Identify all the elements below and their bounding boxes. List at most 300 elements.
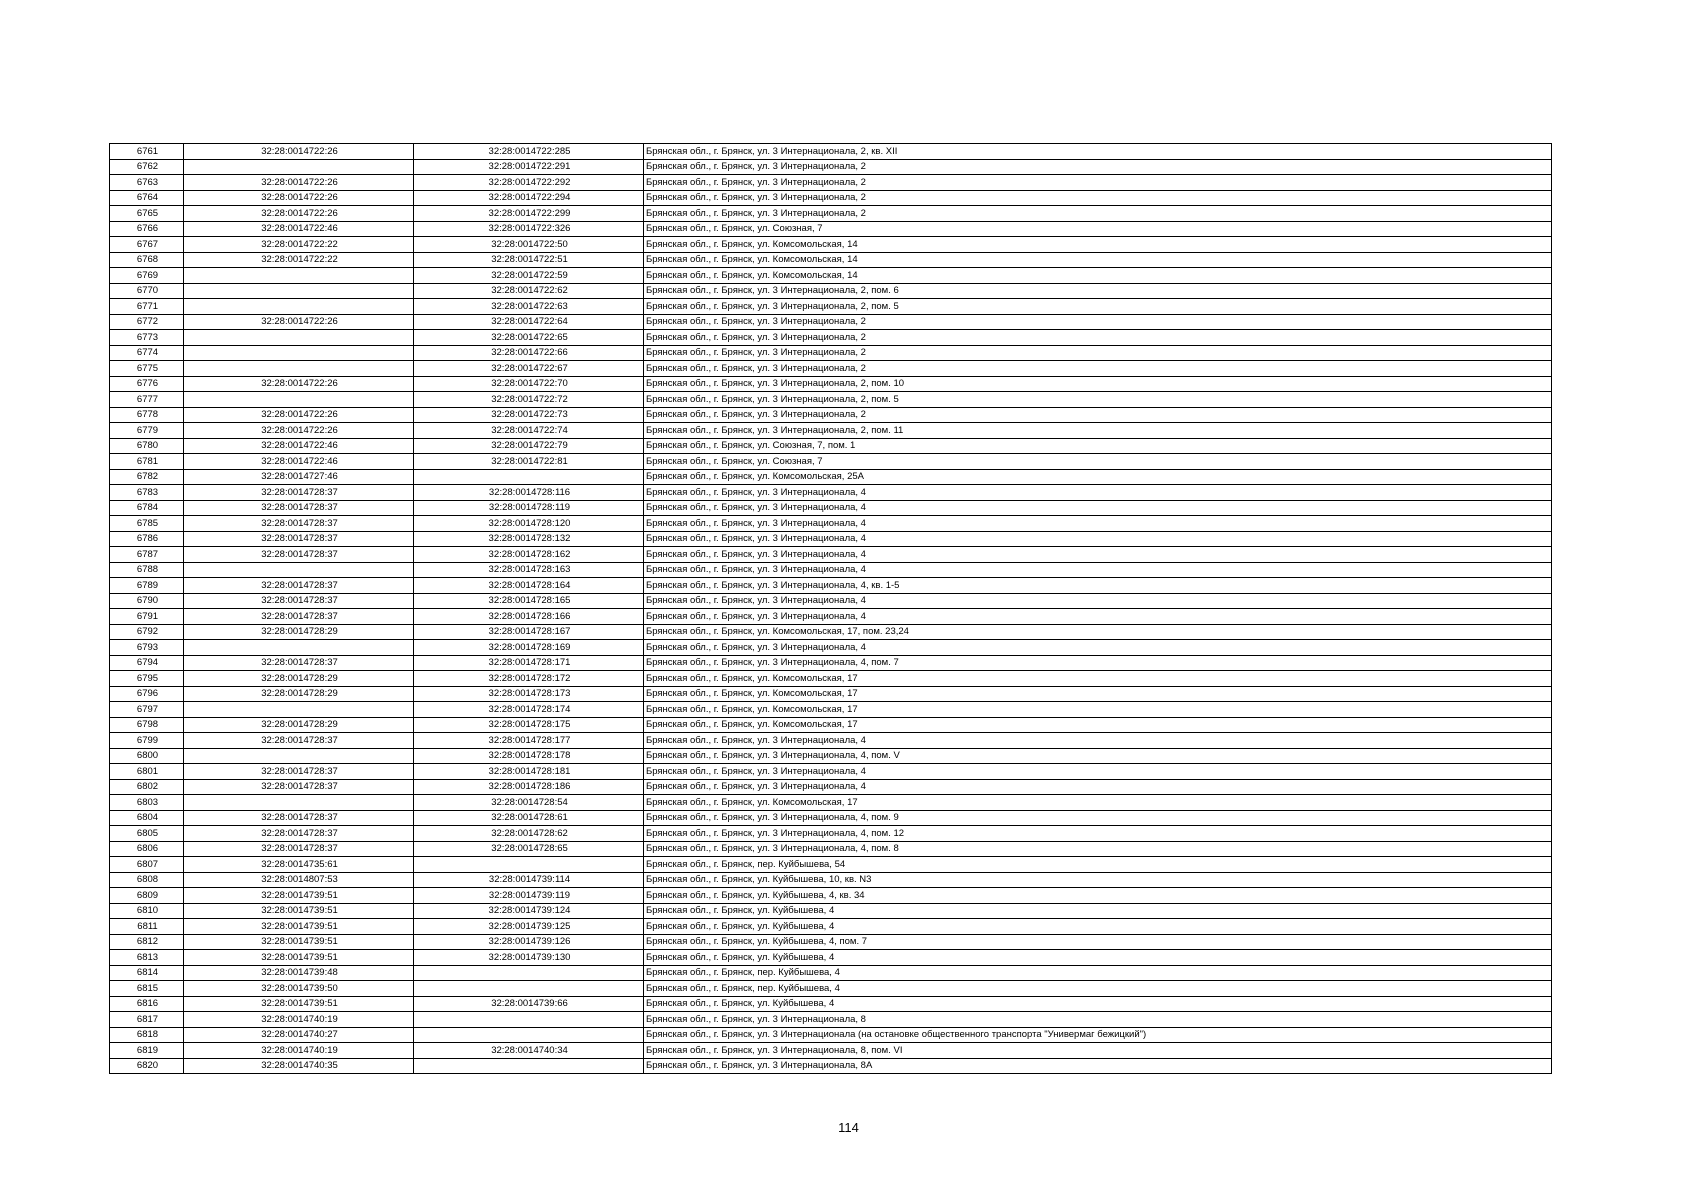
address-cell: Брянская обл., г. Брянск, ул. Куйбышева, 4 [644,919,1552,935]
object-cadastral-number-cell: 32:28:0014722:63 [414,299,644,315]
object-cadastral-number-cell: 32:28:0014740:34 [414,1043,644,1059]
row-number-cell: 6817 [110,1012,184,1028]
row-number-cell: 6786 [110,531,184,547]
row-number-cell: 6820 [110,1058,184,1074]
object-cadastral-number-cell: 32:28:0014722:79 [414,438,644,454]
row-number-cell: 6819 [110,1043,184,1059]
object-cadastral-number-cell: 32:28:0014722:59 [414,268,644,284]
address-cell: Брянская обл., г. Брянск, ул. 3 Интернационала, 4 [644,547,1552,563]
land-cadastral-number-cell: 32:28:0014739:48 [184,965,414,981]
row-number-cell: 6791 [110,609,184,625]
land-cadastral-number-cell: 32:28:0014722:26 [184,190,414,206]
land-cadastral-number-cell: 32:28:0014728:29 [184,717,414,733]
row-number-cell: 6774 [110,345,184,361]
land-cadastral-number-cell: 32:28:0014728:37 [184,547,414,563]
land-cadastral-number-cell: 32:28:0014728:29 [184,671,414,687]
object-cadastral-number-cell [414,1027,644,1043]
object-cadastral-number-cell: 32:28:0014728:169 [414,640,644,656]
table-row [110,981,1552,997]
table-row [110,640,1552,656]
object-cadastral-number-cell: 32:28:0014728:54 [414,795,644,811]
object-cadastral-number-cell: 32:28:0014728:120 [414,516,644,532]
table-row [110,268,1552,284]
object-cadastral-number-cell: 32:28:0014728:163 [414,562,644,578]
table-row [110,609,1552,625]
object-cadastral-number-cell: 32:28:0014722:65 [414,330,644,346]
row-number-cell: 6795 [110,671,184,687]
row-number-cell: 6792 [110,624,184,640]
row-number-cell: 6777 [110,392,184,408]
table-row [110,686,1552,702]
address-cell: Брянская обл., г. Брянск, ул. 3 Интернационала, 4, пом. V [644,748,1552,764]
object-cadastral-number-cell: 32:28:0014728:172 [414,671,644,687]
address-cell: Брянская обл., г. Брянск, ул. Союзная, 7, пом. 1 [644,438,1552,454]
object-cadastral-number-cell [414,981,644,997]
row-number-cell: 6768 [110,252,184,268]
table-row [110,888,1552,904]
object-cadastral-number-cell: 32:28:0014722:62 [414,283,644,299]
table-row [110,702,1552,718]
row-number-cell: 6775 [110,361,184,377]
table-row [110,252,1552,268]
address-cell: Брянская обл., г. Брянск, ул. 3 Интернационала, 4 [644,593,1552,609]
row-number-cell: 6810 [110,903,184,919]
object-cadastral-number-cell: 32:28:0014728:65 [414,841,644,857]
object-cadastral-number-cell: 32:28:0014728:181 [414,764,644,780]
object-cadastral-number-cell: 32:28:0014728:165 [414,593,644,609]
table-row [110,779,1552,795]
table-row [110,330,1552,346]
object-cadastral-number-cell: 32:28:0014728:116 [414,485,644,501]
land-cadastral-number-cell: 32:28:0014728:37 [184,841,414,857]
land-cadastral-number-cell: 32:28:0014728:37 [184,500,414,516]
land-cadastral-number-cell: 32:28:0014722:22 [184,237,414,253]
address-cell: Брянская обл., г. Брянск, ул. 3 Интернационала, 8 [644,1012,1552,1028]
address-cell: Брянская обл., г. Брянск, ул. 3 Интернационала, 4 [644,500,1552,516]
address-cell: Брянская обл., г. Брянск, ул. Комсомольская, 25А [644,469,1552,485]
address-cell: Брянская обл., г. Брянск, ул. 3 Интернационала, 4 [644,562,1552,578]
address-cell: Брянская обл., г. Брянск, ул. 3 Интернационала, 4 [644,516,1552,532]
object-cadastral-number-cell: 32:28:0014728:173 [414,686,644,702]
land-cadastral-number-cell: 32:28:0014728:37 [184,609,414,625]
table-row [110,950,1552,966]
table-row [110,516,1552,532]
land-cadastral-number-cell: 32:28:0014807:53 [184,872,414,888]
object-cadastral-number-cell: 32:28:0014722:72 [414,392,644,408]
table-row [110,733,1552,749]
object-cadastral-number-cell: 32:28:0014728:171 [414,655,644,671]
object-cadastral-number-cell: 32:28:0014739:66 [414,996,644,1012]
row-number-cell: 6782 [110,469,184,485]
address-cell: Брянская обл., г. Брянск, ул. 3 Интернационала (на остановке общественного транспорта "Универмаг бежицкий") [644,1027,1552,1043]
land-cadastral-number-cell: 32:28:0014740:27 [184,1027,414,1043]
land-cadastral-number-cell [184,299,414,315]
address-cell: Брянская обл., г. Брянск, ул. Куйбышева, 4 [644,996,1552,1012]
address-cell: Брянская обл., г. Брянск, ул. Комсомольская, 14 [644,252,1552,268]
object-cadastral-number-cell: 32:28:0014739:114 [414,872,644,888]
table-row [110,221,1552,237]
row-number-cell: 6763 [110,175,184,191]
table-row [110,919,1552,935]
object-cadastral-number-cell [414,1058,644,1074]
land-cadastral-number-cell: 32:28:0014739:51 [184,996,414,1012]
land-cadastral-number-cell [184,562,414,578]
land-cadastral-number-cell: 32:28:0014728:37 [184,779,414,795]
table-row [110,361,1552,377]
address-cell: Брянская обл., г. Брянск, ул. Куйбышева, 4 [644,903,1552,919]
table-row [110,748,1552,764]
row-number-cell: 6803 [110,795,184,811]
table-row [110,578,1552,594]
object-cadastral-number-cell: 32:28:0014728:162 [414,547,644,563]
row-number-cell: 6790 [110,593,184,609]
object-cadastral-number-cell: 32:28:0014739:130 [414,950,644,966]
object-cadastral-number-cell: 32:28:0014722:67 [414,361,644,377]
land-cadastral-number-cell: 32:28:0014739:51 [184,934,414,950]
table-row [110,826,1552,842]
row-number-cell: 6770 [110,283,184,299]
table-row [110,407,1552,423]
address-cell: Брянская обл., г. Брянск, ул. 3 Интернационала, 2 [644,159,1552,175]
row-number-cell: 6807 [110,857,184,873]
row-number-cell: 6806 [110,841,184,857]
land-cadastral-number-cell: 32:28:0014722:46 [184,438,414,454]
object-cadastral-number-cell: 32:28:0014722:64 [414,314,644,330]
object-cadastral-number-cell: 32:28:0014722:299 [414,206,644,222]
row-number-cell: 6818 [110,1027,184,1043]
row-number-cell: 6761 [110,144,184,160]
address-cell: Брянская обл., г. Брянск, ул. 3 Интернационала, 4 [644,733,1552,749]
address-cell: Брянская обл., г. Брянск, ул. 3 Интернационала, 4 [644,640,1552,656]
object-cadastral-number-cell: 32:28:0014728:119 [414,500,644,516]
address-cell: Брянская обл., г. Брянск, ул. 3 Интернационала, 2 [644,206,1552,222]
address-cell: Брянская обл., г. Брянск, ул. 3 Интернационала, 8, пом. VI [644,1043,1552,1059]
address-cell: Брянская обл., г. Брянск, ул. 3 Интернационала, 2 [644,330,1552,346]
address-cell: Брянская обл., г. Брянск, ул. Куйбышева, 10, кв. N3 [644,872,1552,888]
land-cadastral-number-cell: 32:28:0014727:46 [184,469,414,485]
land-cadastral-number-cell [184,283,414,299]
address-cell: Брянская обл., г. Брянск, ул. 3 Интернационала, 4 [644,779,1552,795]
object-cadastral-number-cell: 32:28:0014739:126 [414,934,644,950]
object-cadastral-number-cell [414,857,644,873]
table-row [110,454,1552,470]
table-row [110,1027,1552,1043]
object-cadastral-number-cell: 32:28:0014739:125 [414,919,644,935]
address-cell: Брянская обл., г. Брянск, ул. Куйбышева, 4, пом. 7 [644,934,1552,950]
row-number-cell: 6800 [110,748,184,764]
address-cell: Брянская обл., г. Брянск, ул. Куйбышева, 4 [644,950,1552,966]
land-cadastral-number-cell: 32:28:0014735:61 [184,857,414,873]
table-row [110,717,1552,733]
address-cell: Брянская обл., г. Брянск, ул. 3 Интернационала, 4, пом. 12 [644,826,1552,842]
land-cadastral-number-cell: 32:28:0014722:26 [184,423,414,439]
table-row [110,469,1552,485]
table-row [110,438,1552,454]
table-row [110,872,1552,888]
table-row [110,810,1552,826]
row-number-cell: 6787 [110,547,184,563]
object-cadastral-number-cell: 32:28:0014722:326 [414,221,644,237]
row-number-cell: 6812 [110,934,184,950]
land-cadastral-number-cell: 32:28:0014739:50 [184,981,414,997]
address-cell: Брянская обл., г. Брянск, ул. 3 Интернационала, 4, кв. 1-5 [644,578,1552,594]
row-number-cell: 6764 [110,190,184,206]
table-row [110,159,1552,175]
row-number-cell: 6778 [110,407,184,423]
object-cadastral-number-cell: 32:28:0014722:50 [414,237,644,253]
object-cadastral-number-cell: 32:28:0014728:62 [414,826,644,842]
table-row [110,671,1552,687]
row-number-cell: 6765 [110,206,184,222]
address-cell: Брянская обл., г. Брянск, ул. 3 Интернационала, 2 [644,175,1552,191]
object-cadastral-number-cell: 32:28:0014728:178 [414,748,644,764]
row-number-cell: 6771 [110,299,184,315]
land-cadastral-number-cell: 32:28:0014739:51 [184,888,414,904]
land-cadastral-number-cell: 32:28:0014722:26 [184,144,414,160]
address-cell: Брянская обл., г. Брянск, пер. Куйбышева, 54 [644,857,1552,873]
land-cadastral-number-cell: 32:28:0014722:26 [184,175,414,191]
row-number-cell: 6785 [110,516,184,532]
table-row [110,934,1552,950]
land-cadastral-number-cell: 32:28:0014739:51 [184,919,414,935]
object-cadastral-number-cell: 32:28:0014728:175 [414,717,644,733]
land-cadastral-number-cell: 32:28:0014728:37 [184,485,414,501]
object-cadastral-number-cell: 32:28:0014728:164 [414,578,644,594]
land-cadastral-number-cell: 32:28:0014728:29 [184,686,414,702]
address-cell: Брянская обл., г. Брянск, ул. Комсомольская, 17 [644,686,1552,702]
object-cadastral-number-cell: 32:28:0014722:51 [414,252,644,268]
object-cadastral-number-cell: 32:28:0014728:167 [414,624,644,640]
table-row [110,547,1552,563]
land-cadastral-number-cell: 32:28:0014728:37 [184,826,414,842]
address-cell: Брянская обл., г. Брянск, ул. 3 Интернационала, 4 [644,485,1552,501]
table-row [110,485,1552,501]
row-number-cell: 6815 [110,981,184,997]
row-number-cell: 6808 [110,872,184,888]
land-cadastral-number-cell [184,330,414,346]
table-row [110,190,1552,206]
registry-table-body [110,144,1552,1074]
row-number-cell: 6784 [110,500,184,516]
address-cell: Брянская обл., г. Брянск, ул. 3 Интернационала, 4, пом. 8 [644,841,1552,857]
address-cell: Брянская обл., г. Брянск, ул. 3 Интернационала, 4 [644,531,1552,547]
land-cadastral-number-cell [184,392,414,408]
address-cell: Брянская обл., г. Брянск, ул. Комсомольская, 17, пом. 23,24 [644,624,1552,640]
land-cadastral-number-cell [184,702,414,718]
address-cell: Брянская обл., г. Брянск, ул. Комсомольская, 17 [644,717,1552,733]
table-row [110,655,1552,671]
land-cadastral-number-cell: 32:28:0014728:37 [184,764,414,780]
row-number-cell: 6813 [110,950,184,966]
land-cadastral-number-cell: 32:28:0014740:19 [184,1043,414,1059]
table-row [110,624,1552,640]
row-number-cell: 6794 [110,655,184,671]
row-number-cell: 6781 [110,454,184,470]
address-cell: Брянская обл., г. Брянск, ул. 3 Интернационала, 2, пом. 5 [644,299,1552,315]
address-cell: Брянская обл., г. Брянск, ул. 3 Интернационала, 2, кв. XII [644,144,1552,160]
table-row [110,299,1552,315]
land-cadastral-number-cell: 32:28:0014728:29 [184,624,414,640]
land-cadastral-number-cell [184,345,414,361]
land-cadastral-number-cell: 32:28:0014722:22 [184,252,414,268]
address-cell: Брянская обл., г. Брянск, ул. 3 Интернационала, 2 [644,190,1552,206]
land-cadastral-number-cell [184,159,414,175]
land-cadastral-number-cell [184,748,414,764]
table-row [110,593,1552,609]
table-row [110,996,1552,1012]
object-cadastral-number-cell: 32:28:0014722:70 [414,376,644,392]
land-cadastral-number-cell: 32:28:0014739:51 [184,950,414,966]
object-cadastral-number-cell: 32:28:0014728:61 [414,810,644,826]
object-cadastral-number-cell: 32:28:0014722:291 [414,159,644,175]
land-cadastral-number-cell: 32:28:0014739:51 [184,903,414,919]
table-row [110,841,1552,857]
row-number-cell: 6767 [110,237,184,253]
land-cadastral-number-cell: 32:28:0014728:37 [184,655,414,671]
land-cadastral-number-cell [184,795,414,811]
table-row [110,345,1552,361]
table-row [110,392,1552,408]
registry-table [109,143,1552,1074]
object-cadastral-number-cell [414,965,644,981]
land-cadastral-number-cell: 32:28:0014722:26 [184,376,414,392]
row-number-cell: 6776 [110,376,184,392]
table-row [110,376,1552,392]
row-number-cell: 6783 [110,485,184,501]
table-row [110,1012,1552,1028]
table-row [110,500,1552,516]
land-cadastral-number-cell: 32:28:0014722:46 [184,221,414,237]
table-row [110,764,1552,780]
row-number-cell: 6797 [110,702,184,718]
address-cell: Брянская обл., г. Брянск, ул. 3 Интернационала, 2, пом. 10 [644,376,1552,392]
address-cell: Брянская обл., г. Брянск, пер. Куйбышева, 4 [644,965,1552,981]
row-number-cell: 6811 [110,919,184,935]
land-cadastral-number-cell: 32:28:0014728:37 [184,593,414,609]
object-cadastral-number-cell [414,469,644,485]
object-cadastral-number-cell: 32:28:0014722:73 [414,407,644,423]
address-cell: Брянская обл., г. Брянск, ул. 3 Интернационала, 2 [644,361,1552,377]
address-cell: Брянская обл., г. Брянск, ул. Комсомольская, 14 [644,268,1552,284]
object-cadastral-number-cell: 32:28:0014728:174 [414,702,644,718]
land-cadastral-number-cell: 32:28:0014728:37 [184,810,414,826]
row-number-cell: 6789 [110,578,184,594]
address-cell: Брянская обл., г. Брянск, ул. 3 Интернационала, 4 [644,764,1552,780]
table-row [110,903,1552,919]
address-cell: Брянская обл., г. Брянск, ул. 3 Интернационала, 2 [644,314,1552,330]
object-cadastral-number-cell [414,1012,644,1028]
table-row [110,314,1552,330]
table-row [110,206,1552,222]
land-cadastral-number-cell: 32:28:0014740:35 [184,1058,414,1074]
address-cell: Брянская обл., г. Брянск, ул. 3 Интернационала, 2 [644,407,1552,423]
row-number-cell: 6799 [110,733,184,749]
row-number-cell: 6805 [110,826,184,842]
land-cadastral-number-cell: 32:28:0014722:26 [184,407,414,423]
row-number-cell: 6816 [110,996,184,1012]
object-cadastral-number-cell: 32:28:0014728:132 [414,531,644,547]
table-row [110,1043,1552,1059]
land-cadastral-number-cell: 32:28:0014728:37 [184,733,414,749]
object-cadastral-number-cell: 32:28:0014722:285 [414,144,644,160]
row-number-cell: 6773 [110,330,184,346]
row-number-cell: 6814 [110,965,184,981]
address-cell: Брянская обл., г. Брянск, ул. Комсомольская, 17 [644,671,1552,687]
row-number-cell: 6798 [110,717,184,733]
land-cadastral-number-cell: 32:28:0014722:26 [184,314,414,330]
land-cadastral-number-cell: 32:28:0014728:37 [184,516,414,532]
row-number-cell: 6769 [110,268,184,284]
page-number: 114 [838,1120,859,1135]
table-row [110,283,1552,299]
land-cadastral-number-cell: 32:28:0014722:26 [184,206,414,222]
row-number-cell: 6766 [110,221,184,237]
address-cell: Брянская обл., г. Брянск, ул. Союзная, 7 [644,454,1552,470]
address-cell: Брянская обл., г. Брянск, пер. Куйбышева, 4 [644,981,1552,997]
object-cadastral-number-cell: 32:28:0014739:119 [414,888,644,904]
row-number-cell: 6809 [110,888,184,904]
address-cell: Брянская обл., г. Брянск, ул. 3 Интернационала, 8А [644,1058,1552,1074]
object-cadastral-number-cell: 32:28:0014722:66 [414,345,644,361]
address-cell: Брянская обл., г. Брянск, ул. Комсомольская, 17 [644,795,1552,811]
land-cadastral-number-cell: 32:28:0014728:37 [184,578,414,594]
table-row [110,857,1552,873]
land-cadastral-number-cell [184,640,414,656]
table-row [110,562,1552,578]
address-cell: Брянская обл., г. Брянск, ул. Куйбышева, 4, кв. 34 [644,888,1552,904]
row-number-cell: 6780 [110,438,184,454]
object-cadastral-number-cell: 32:28:0014728:186 [414,779,644,795]
land-cadastral-number-cell [184,361,414,377]
address-cell: Брянская обл., г. Брянск, ул. 3 Интернационала, 4 [644,609,1552,625]
object-cadastral-number-cell: 32:28:0014728:166 [414,609,644,625]
row-number-cell: 6779 [110,423,184,439]
table-row [110,175,1552,191]
object-cadastral-number-cell: 32:28:0014739:124 [414,903,644,919]
row-number-cell: 6796 [110,686,184,702]
row-number-cell: 6788 [110,562,184,578]
table-row [110,1058,1552,1074]
address-cell: Брянская обл., г. Брянск, ул. 3 Интернационала, 2, пом. 6 [644,283,1552,299]
row-number-cell: 6804 [110,810,184,826]
table-row [110,237,1552,253]
address-cell: Брянская обл., г. Брянск, ул. 3 Интернационала, 2 [644,345,1552,361]
table-row [110,144,1552,160]
object-cadastral-number-cell: 32:28:0014728:177 [414,733,644,749]
address-cell: Брянская обл., г. Брянск, ул. Союзная, 7 [644,221,1552,237]
row-number-cell: 6802 [110,779,184,795]
table-row [110,423,1552,439]
address-cell: Брянская обл., г. Брянск, ул. 3 Интернационала, 4, пом. 7 [644,655,1552,671]
row-number-cell: 6793 [110,640,184,656]
object-cadastral-number-cell: 32:28:0014722:81 [414,454,644,470]
object-cadastral-number-cell: 32:28:0014722:74 [414,423,644,439]
table-row [110,965,1552,981]
address-cell: Брянская обл., г. Брянск, ул. Комсомольская, 17 [644,702,1552,718]
land-cadastral-number-cell: 32:28:0014722:46 [184,454,414,470]
table-row [110,531,1552,547]
row-number-cell: 6762 [110,159,184,175]
address-cell: Брянская обл., г. Брянск, ул. 3 Интернационала, 4, пом. 9 [644,810,1552,826]
land-cadastral-number-cell: 32:28:0014740:19 [184,1012,414,1028]
row-number-cell: 6772 [110,314,184,330]
row-number-cell: 6801 [110,764,184,780]
land-cadastral-number-cell [184,268,414,284]
object-cadastral-number-cell: 32:28:0014722:294 [414,190,644,206]
table-row [110,795,1552,811]
address-cell: Брянская обл., г. Брянск, ул. 3 Интернационала, 2, пом. 5 [644,392,1552,408]
address-cell: Брянская обл., г. Брянск, ул. Комсомольская, 14 [644,237,1552,253]
